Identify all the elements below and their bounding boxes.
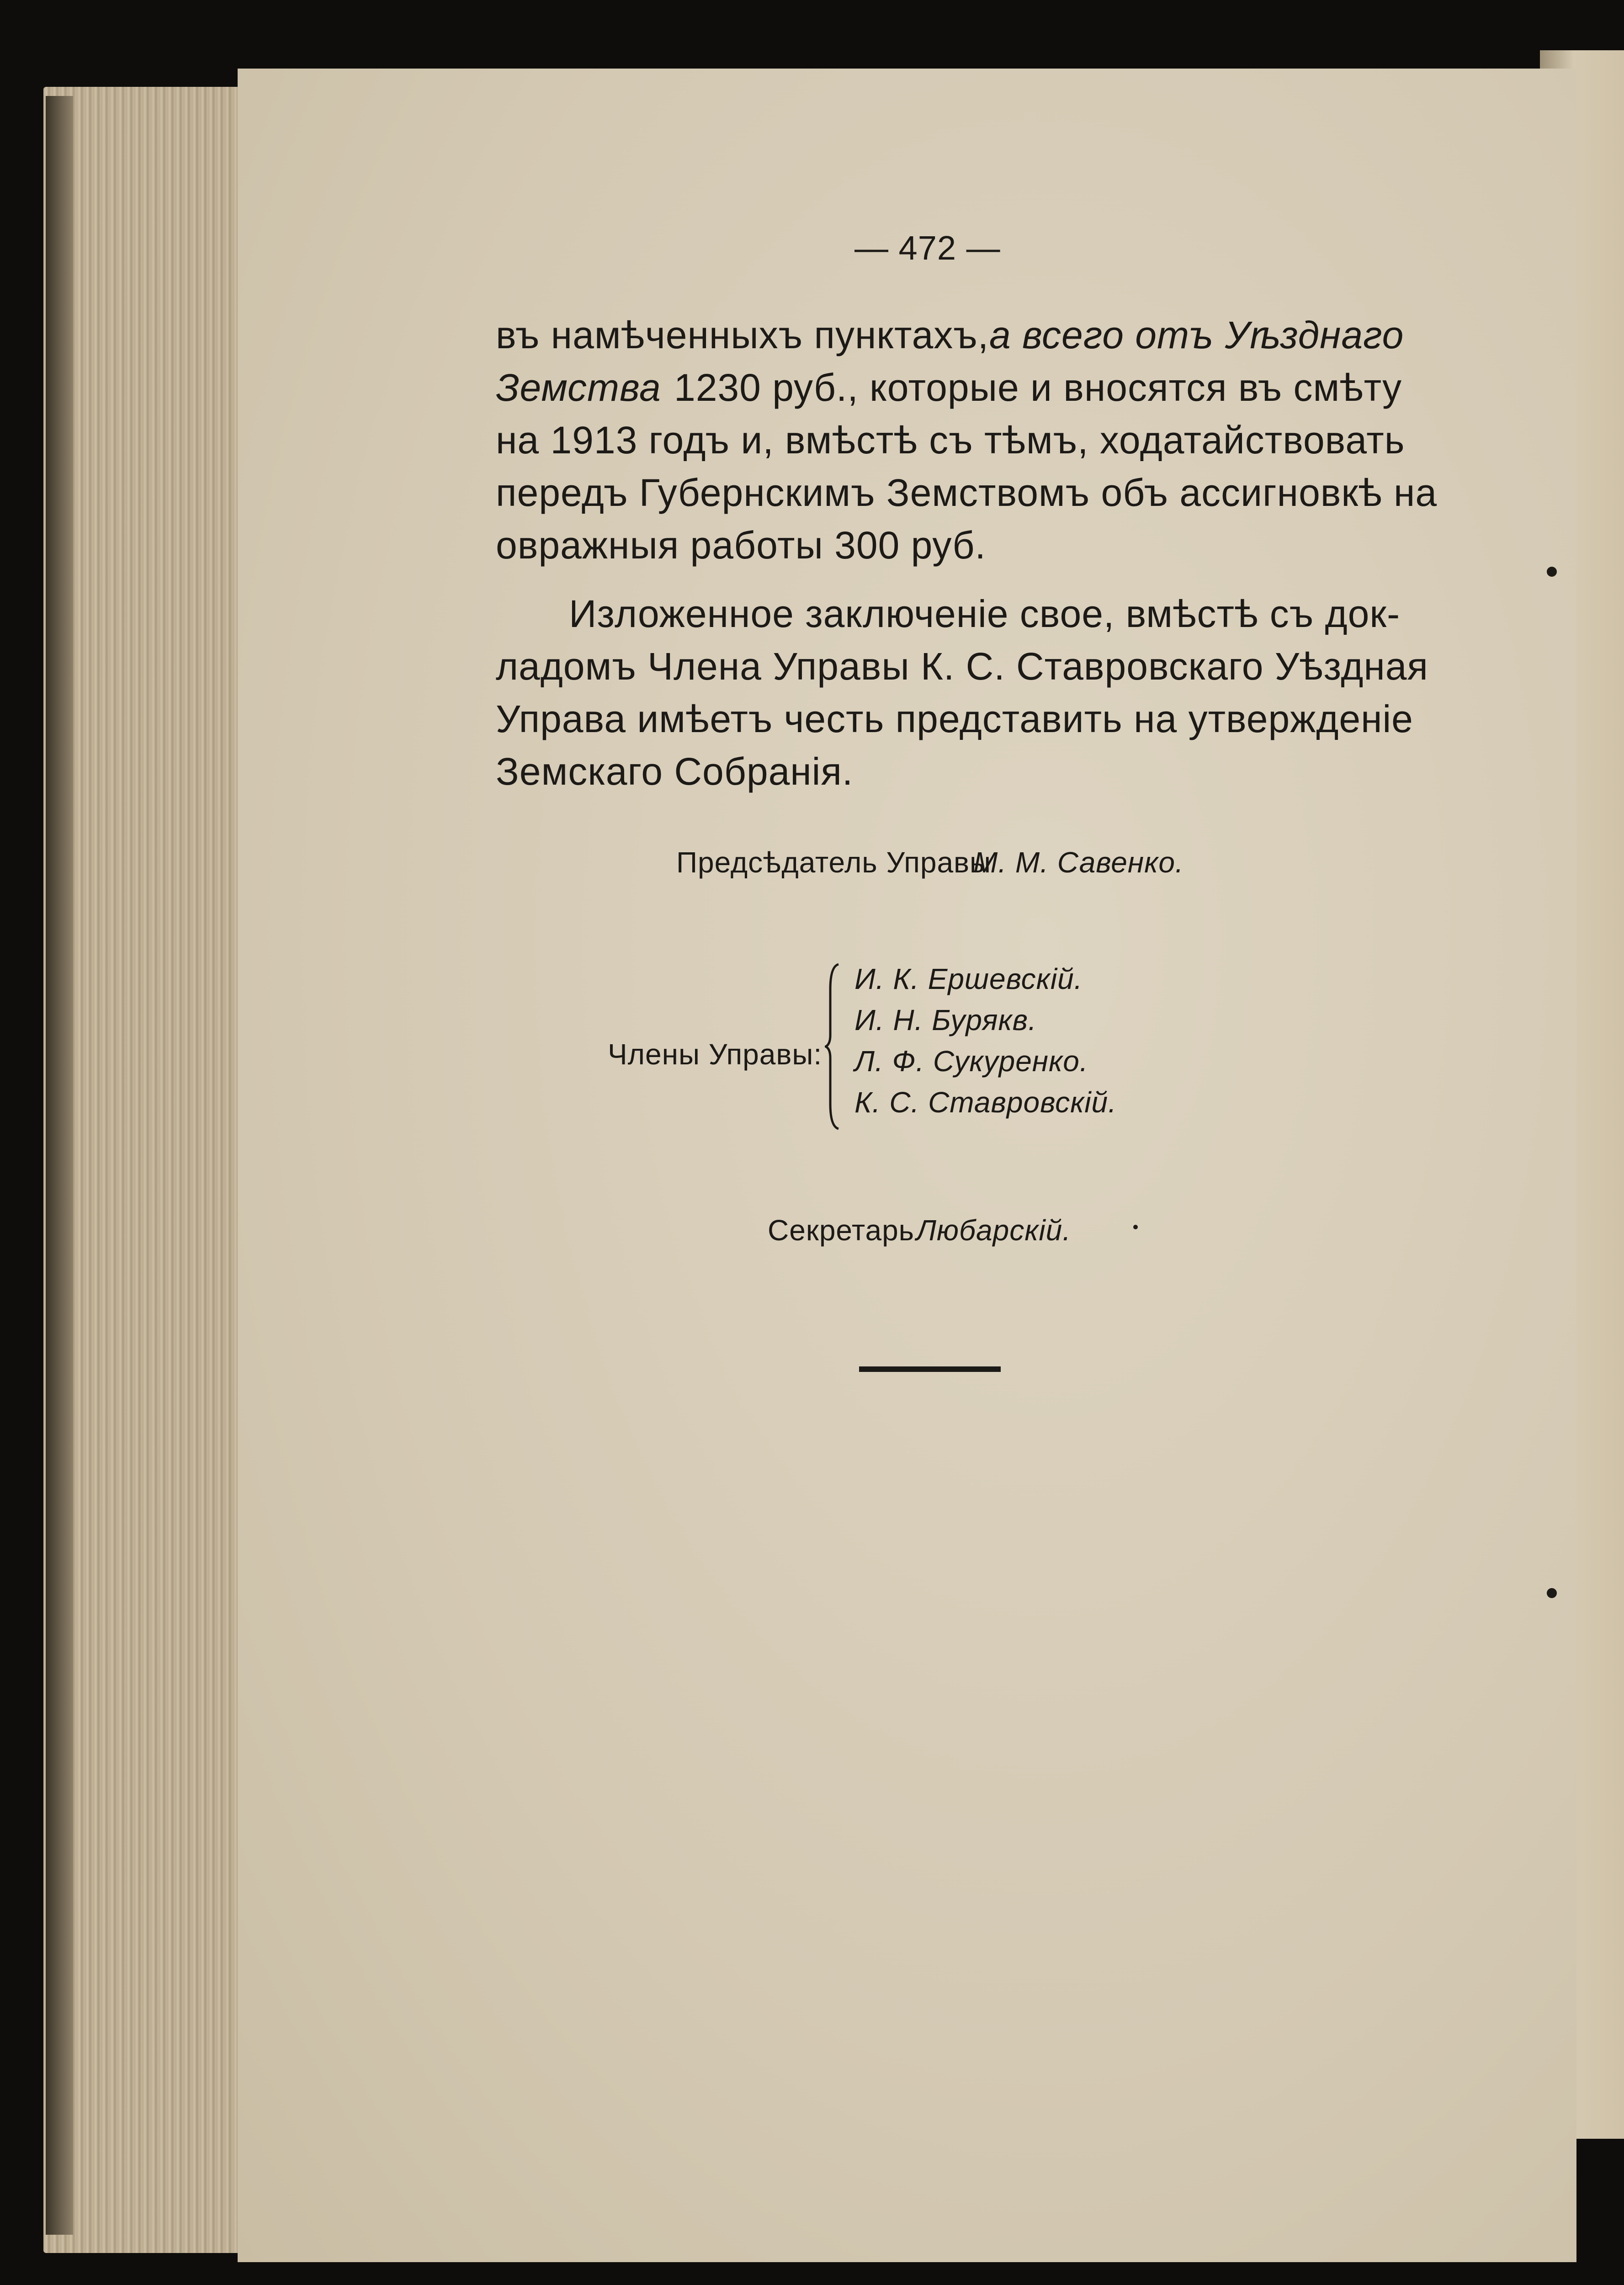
chairman-name: М. М. Савенко.	[973, 846, 1184, 879]
member-name-4: К. С. Ставровскій.	[854, 1086, 1117, 1119]
paragraph1-line3: на 1913 годъ и, вмѣстѣ съ тѣмъ, ходатайствовать	[496, 419, 1405, 462]
ink-speck	[1547, 1588, 1557, 1598]
paragraph1-line1b: а всего отъ Уѣзднаго	[989, 314, 1404, 356]
book-cover-edge	[46, 96, 73, 2235]
member-name-1: И. К. Ершевскій.	[854, 962, 1083, 995]
paragraph2-line1: Изложенное заключеніе свое, вмѣстѣ съ док-	[569, 592, 1401, 635]
member-name-3: Л. Ф. Сукуренко.	[854, 1045, 1088, 1078]
section-divider	[859, 1366, 1001, 1372]
paragraph1-line5: овражныя работы 300 руб.	[496, 524, 986, 567]
paragraph2-line3: Управа имѣетъ честь представить на утвержденіе	[496, 697, 1413, 740]
secretary-name: Любарскій.	[916, 1214, 1071, 1247]
ink-speck	[1133, 1225, 1138, 1229]
page-number: — 472 —	[854, 229, 1001, 267]
paragraph1-line2b: 1230 руб., которые и вносятся въ смѣту	[674, 366, 1402, 409]
member-name-2: И. Н. Бурякв.	[854, 1004, 1037, 1036]
members-label: Члены Управы:	[608, 1038, 823, 1071]
paragraph1-line2a: Земства	[496, 366, 661, 409]
chairman-label: Предсѣдатель Управы	[676, 846, 992, 879]
book-page-stack	[43, 87, 263, 2253]
paragraph2-line2: ладомъ Члена Управы К. С. Ставровскаго Уѣздная	[496, 645, 1428, 688]
ink-speck	[1547, 567, 1557, 577]
secretary-label: Секретарь	[768, 1214, 914, 1247]
paragraph1-line1a: въ намѣченныхъ пунктахъ,	[496, 314, 989, 356]
paragraph2-line4: Земскаго Собранія.	[496, 750, 854, 793]
paragraph1-line4: передъ Губернскимъ Земствомъ объ ассигновкѣ на	[496, 471, 1438, 514]
members-brace	[825, 962, 843, 1131]
